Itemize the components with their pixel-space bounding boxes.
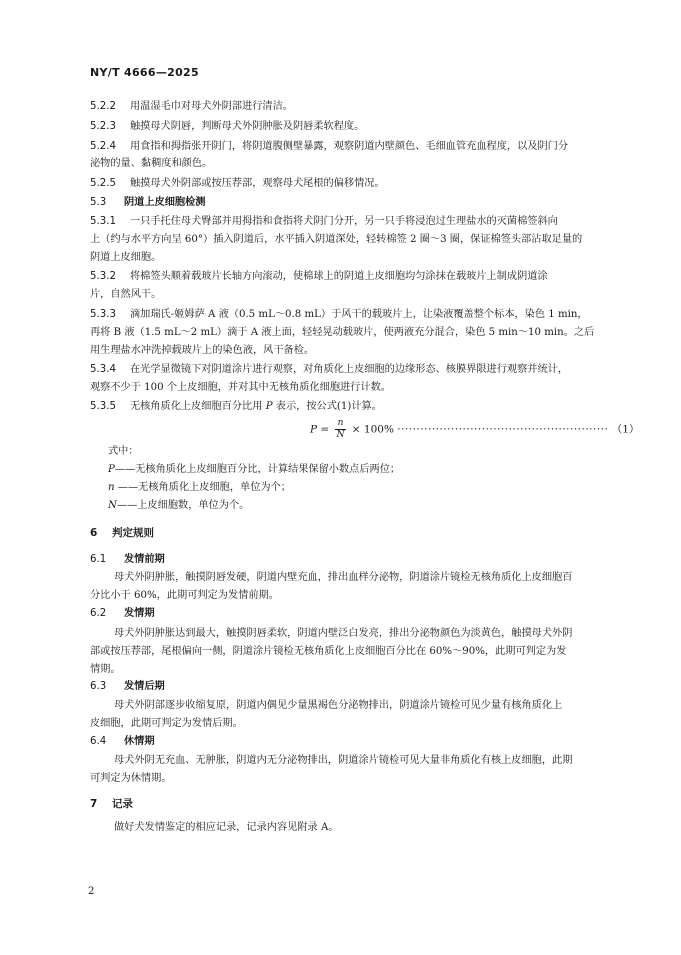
paragraph-6-3: 母犬外阴部逐步收缩复原，阴道内偶见少量黑褐色分泌物排出，阴道涂片镜检可见少量有核角质化上 xyxy=(114,700,563,711)
clause-text-continued: 泌物的量、黏稠度和颜色。 xyxy=(90,158,213,169)
formula-label: （1） xyxy=(611,423,640,436)
where-description: ——无核角质化上皮细胞百分比，计算结果保留小数点后两位； xyxy=(114,464,401,475)
heading-title: 判定规则 xyxy=(112,527,154,539)
heading-number: 6.2 xyxy=(90,608,107,619)
clause-number: 5.2.3 xyxy=(90,121,116,132)
paragraph-6-1: 母犬外阴肿胀，触摸阴唇发硬，阴道内壁充血，排出血样分泌物，阴道涂片镜检无核角质化上皮细胞百 xyxy=(114,572,573,583)
clause-5-3-5 xyxy=(90,400,382,414)
heading-title: 阴道上皮细胞检测 xyxy=(124,197,206,208)
clause-text-continued: 阴道上皮细胞。 xyxy=(90,252,162,263)
clause-text-continued: 上（约与水平方向呈 60°）插入阴道后，水平插入阴道深处，轻转棉签 2 圈～3 圈，保证棉签头部沾取足量的 xyxy=(90,234,583,245)
where-symbol: N xyxy=(108,500,117,511)
clause-text: 在光学显微镜下对阴道涂片进行观察，对角质化上皮细胞的边缘形态、核膜界限进行观察并统计， xyxy=(130,364,569,375)
heading-6-1 xyxy=(90,553,165,567)
heading-title: 休情期 xyxy=(124,736,155,747)
heading-title: 记录 xyxy=(112,798,133,810)
clause-number: 5.3.3 xyxy=(90,309,116,320)
clause-5-3-4 xyxy=(90,363,568,377)
heading-number: 6 xyxy=(90,527,98,539)
clause-5-3-3 xyxy=(90,308,588,322)
clause-text: 无核角质化上皮细胞百分比用 xyxy=(130,401,266,412)
paragraph-6-4: 母犬外阴无充血、无肿胀，阴道内无分泌物排出，阴道涂片镜检可见大量非角质化有核上皮细胞，此期 xyxy=(114,755,573,766)
heading-number: 5.3 xyxy=(90,197,107,208)
heading-6-3 xyxy=(90,680,165,694)
clause-text: 滴加瑞氏-姬姆萨 A 液（0.5 mL～0.8 mL）于风干的载玻片上，让染液覆盖整个标本，染色 1 min， xyxy=(130,309,588,320)
clause-5-2-3 xyxy=(90,120,364,134)
clause-number: 5.2.2 xyxy=(90,101,116,112)
where-description: ——上皮细胞数，单位为个。 xyxy=(116,500,250,511)
paragraph-7: 做好犬发情鉴定的相应记录，记录内容见附录 A。 xyxy=(114,822,339,833)
clause-5-3-2 xyxy=(90,270,548,284)
clause-5-3-1 xyxy=(90,215,558,229)
paragraph-6-2-continued: 部或按压荐部，尾根偏向一侧，阴道涂片镜检无核角质化上皮细胞百分比在 60%～90%，此期可判定为发 xyxy=(90,646,567,657)
heading-number: 6.3 xyxy=(90,681,107,692)
formula-numerator: n xyxy=(335,418,347,430)
clause-number: 5.3.5 xyxy=(90,401,116,412)
variable-p: P xyxy=(265,401,273,412)
clause-text-continued: 用生理盐水冲洗掉载玻片上的染色液，风干备检。 xyxy=(90,345,315,356)
paragraph-6-2-continued: 情期。 xyxy=(90,664,121,675)
clause-text: 一只手托住母犬臀部并用拇指和食指将犬阴门分开，另一只手将浸泡过生理盐水的灭菌棉签斜向 xyxy=(130,216,558,227)
heading-7 xyxy=(90,797,133,811)
clause-text-continued: 再将 B 液（1.5 mL～2 mL）滴于 A 液上面，轻轻晃动载玻片，使两液充分混合，染色 5 min～10 min。之后 xyxy=(90,327,595,338)
paragraph-6-2: 母犬外阴肿胀达到最大，触摸阴唇柔软，阴道内壁泛白发亮，排出分泌物颜色为淡黄色，触摸母犬外阴 xyxy=(114,628,573,639)
heading-title: 发情后期 xyxy=(124,681,165,692)
formula-multiplier: × 100% xyxy=(351,423,394,436)
clause-text: 触摸母犬外阴部或按压荐部，观察母犬尾根的偏移情况。 xyxy=(130,178,385,189)
clause-5-2-5 xyxy=(90,177,385,191)
formula-equals: = xyxy=(320,423,330,436)
heading-title: 发情前期 xyxy=(124,554,165,565)
clause-number: 5.3.2 xyxy=(90,271,116,282)
heading-title: 发情期 xyxy=(124,608,155,619)
page-number: 2 xyxy=(88,886,95,897)
clause-text: 用食指和拇指张开阴门，将阴道腹侧壁暴露，观察阴道内壁颜色、毛细血管充血程度，以及阴门分 xyxy=(130,141,569,152)
formula-1 xyxy=(310,418,639,441)
formula-lhs: P xyxy=(310,423,318,436)
heading-number: 6.4 xyxy=(90,736,107,747)
where-item-n xyxy=(108,481,291,495)
where-item-N xyxy=(108,499,249,513)
formula-fraction xyxy=(335,418,347,441)
where-item-p xyxy=(108,463,400,477)
standard-code: NY/T 4666—2025 xyxy=(90,66,199,79)
clause-5-2-4 xyxy=(90,140,568,154)
clause-number: 5.3.4 xyxy=(90,364,116,375)
formula-denominator: N xyxy=(336,430,345,440)
paragraph-6-3-continued: 皮细胞，此期可判定为发情后期。 xyxy=(90,718,243,729)
clause-text: 表示，按公式(1)计算。 xyxy=(272,401,382,412)
formula-leader-dots: ······················································· xyxy=(397,423,609,436)
paragraph-6-1-continued: 分比小于 60%，此期可判定为发情前期。 xyxy=(90,590,279,601)
heading-5-3 xyxy=(90,196,206,210)
clause-text: 将棉签头顺着载玻片长轴方向滚动，使棉球上的阴道上皮细胞均匀涂抹在载玻片上制成阴道涂 xyxy=(130,271,548,282)
heading-number: 7 xyxy=(90,798,98,810)
clause-number: 5.2.5 xyxy=(90,178,116,189)
clause-5-2-2 xyxy=(90,100,293,114)
where-intro: 式中： xyxy=(108,446,139,457)
paragraph-6-4-continued: 可判定为休情期。 xyxy=(90,773,172,784)
clause-number: 5.2.4 xyxy=(90,141,116,152)
clause-text-continued: 观察不少于 100 个上皮细胞，并对其中无核角质化细胞进行计数。 xyxy=(90,382,391,393)
clause-text: 用温湿毛巾对母犬外阴部进行清洁。 xyxy=(130,101,293,112)
heading-number: 6.1 xyxy=(90,554,107,565)
heading-6 xyxy=(90,526,154,540)
where-symbol: n xyxy=(108,482,115,493)
clause-text-continued: 片，自然风干。 xyxy=(90,289,162,300)
heading-6-2 xyxy=(90,607,155,621)
heading-6-4 xyxy=(90,735,155,749)
clause-text: 触摸母犬阴唇，判断母犬外阴肿胀及阴唇柔软程度。 xyxy=(130,121,365,132)
where-symbol: P xyxy=(108,464,115,475)
where-description: ——无核角质化上皮细胞，单位为个； xyxy=(114,482,291,493)
clause-number: 5.3.1 xyxy=(90,216,116,227)
